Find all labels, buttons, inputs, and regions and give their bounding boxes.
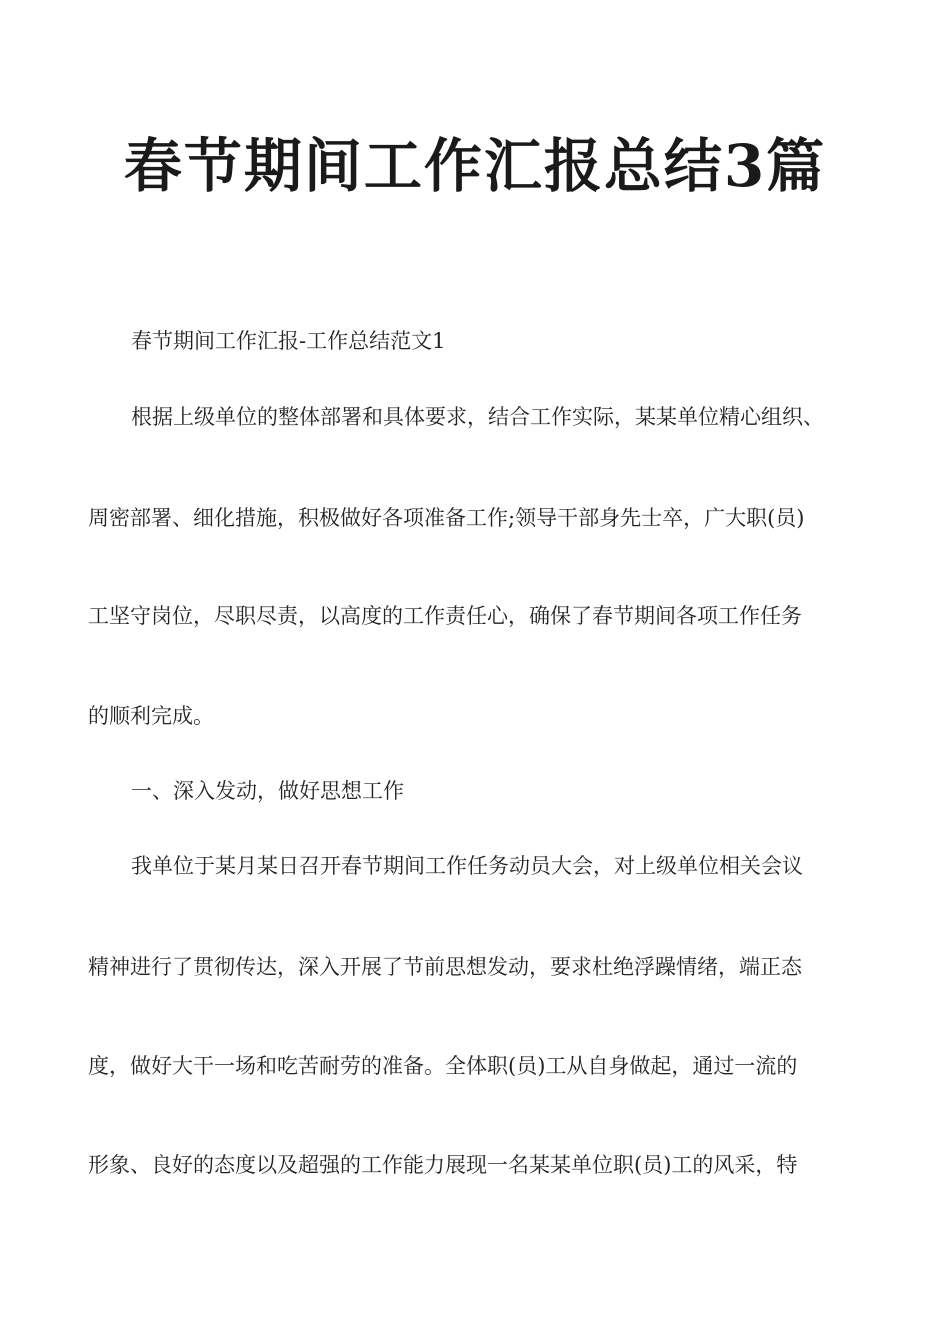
document-title: 春节期间工作汇报总结3篇 (123, 132, 827, 200)
paragraph-line: 周密部署、细化措施，积极做好各项准备工作;领导干部身先士卒，广大职(员) (88, 506, 805, 530)
paragraph-line: 精神进行了贯彻传达，深入开展了节前思想发动，要求杜绝浮躁情绪，端正态 (88, 955, 802, 979)
paragraph-line: 我单位于某月某日召开春节期间工作任务动员大会，对上级单位相关会议 (131, 854, 803, 878)
paragraph-line: 根据上级单位的整体部署和具体要求，结合工作实际，某某单位精心组织、 (131, 405, 824, 429)
paragraph-line: 度，做好大干一场和吃苦耐劳的准备。全体职(员)工从自身做起，通过一流的 (88, 1054, 798, 1078)
section-heading: 一、深入发动，做好思想工作 (131, 779, 404, 803)
section-heading: 春节期间工作汇报-工作总结范文1 (131, 329, 446, 353)
paragraph-line: 的顺利完成。 (88, 704, 214, 728)
paragraph-line: 工坚守岗位，尽职尽责，以高度的工作责任心，确保了春节期间各项工作任务 (88, 604, 802, 628)
paragraph-line: 形象、良好的态度以及超强的工作能力展现一名某某单位职(员)工的风采，特 (88, 1153, 798, 1177)
